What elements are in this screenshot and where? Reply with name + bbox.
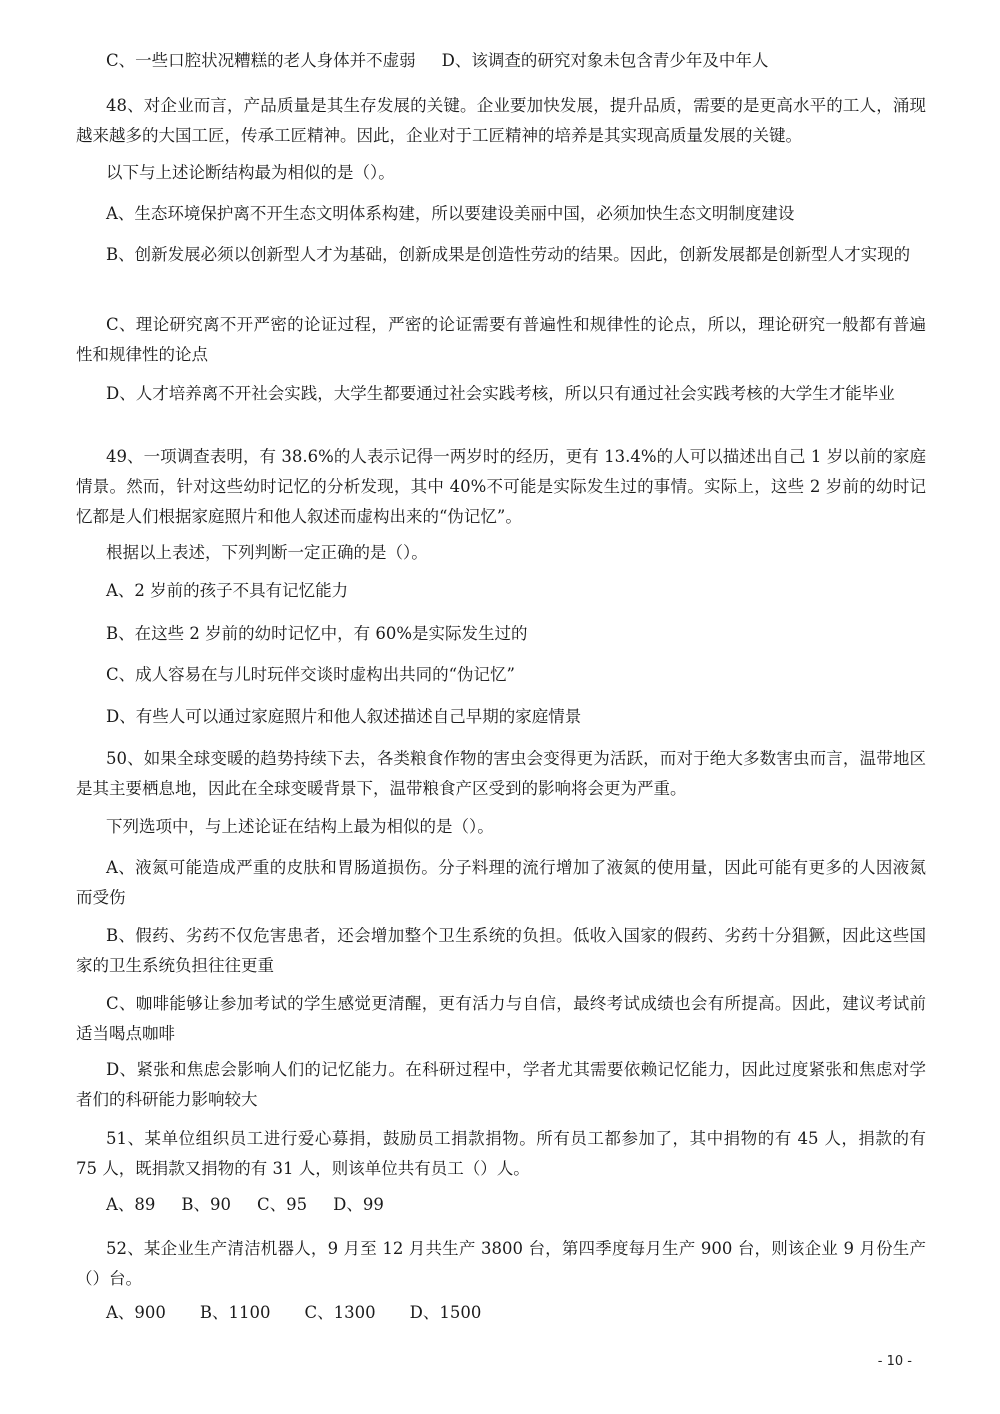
q51-option-b: B、90	[181, 1195, 232, 1214]
q48-option-c: C、理论研究离不开严密的论证过程，严密的论证需要有普遍性和规律性的论点，所以，理论研究一般都有普遍性和规律性的论点	[76, 315, 926, 364]
q48-stem: 48、对企业而言，产品质量是其生存发展的关键。企业要加快发展，提升品质，需要的是更高水平的工人，涌现越来越多的大国工匠，传承工匠精神。因此，企业对于工匠精神的培养是其实现高质量发展的关键。	[76, 96, 926, 145]
q50-option-d: D、紧张和焦虑会影响人们的记忆能力。在科研过程中，学者尤其需要依赖记忆能力，因此过度紧张和焦虑对学者们的科研能力影响较大	[76, 1060, 926, 1109]
page-number: - 10 -	[877, 1354, 912, 1369]
q48-question: 以下与上述论断结构最为相似的是（）。	[106, 163, 395, 182]
q49-option-a: A、2 岁前的孩子不具有记忆能力	[106, 581, 349, 600]
q48-option-d: D、人才培养离不开社会实践，大学生都要通过社会实践考核，所以只有通过社会实践考核的大学生才能毕业	[106, 384, 895, 403]
q52-option-b: B、1100	[199, 1303, 271, 1322]
q49-stem: 49、一项调查表明，有 38.6%的人表示记得一两岁时的经历，更有 13.4%的人可以描述出自己 1 岁以前的家庭情景。然而，针对这些幼时记忆的分析发现，其中 40%不可能是实际发生过的事情。实际上，这些 2 岁前的幼时记忆都是人们根据家庭照片和他人叙述而虚构出来的“伪记忆”。	[76, 447, 926, 526]
q49-option-b: B、在这些 2 岁前的幼时记忆中，有 60%是实际发生过的	[106, 624, 528, 643]
q52-option-d: D、1500	[409, 1303, 482, 1322]
q47-option-d: D、该调查的研究对象未包含青少年及中年人	[441, 51, 769, 70]
q50-option-a: A、液氮可能造成严重的皮肤和胃肠道损伤。分子料理的流行增加了液氮的使用量，因此可能有更多的人因液氮而受伤	[76, 858, 926, 907]
q52-options	[106, 1298, 481, 1328]
q51-option-d: D、99	[333, 1195, 384, 1214]
q51-option-a: A、89	[106, 1195, 156, 1214]
q52-stem: 52、某企业生产清洁机器人，9 月至 12 月共生产 3800 台，第四季度每月生产 900 台，则该企业 9 月份生产（）台。	[76, 1239, 926, 1288]
q47-option-c: C、一些口腔状况糟糕的老人身体并不虚弱	[106, 51, 416, 70]
q49-option-d: D、有些人可以通过家庭照片和他人叙述描述自己早期的家庭情景	[106, 707, 582, 726]
q47-options	[106, 46, 768, 76]
q49-question: 根据以上表述，下列判断一定正确的是（）。	[106, 543, 428, 562]
q49-option-c: C、成人容易在与儿时玩伴交谈时虚构出共同的“伪记忆”	[106, 665, 515, 684]
q48-option-a: A、生态环境保护离不开生态文明体系构建，所以要建设美丽中国，必须加快生态文明制度建设	[106, 204, 795, 223]
q51-stem: 51、某单位组织员工进行爱心募捐，鼓励员工捐款捐物。所有员工都参加了，其中捐物的有 45 人，捐款的有 75 人，既捐款又捐物的有 31 人，则该单位共有员工（）人。	[76, 1129, 926, 1178]
q51-option-c: C、95	[257, 1195, 308, 1214]
q50-option-b: B、假药、劣药不仅危害患者，还会增加整个卫生系统的负担。低收入国家的假药、劣药十分猖獗，因此这些国家的卫生系统负担往往更重	[76, 926, 926, 975]
q50-stem: 50、如果全球变暖的趋势持续下去，各类粮食作物的害虫会变得更为活跃，而对于绝大多数害虫而言，温带地区是其主要栖息地，因此在全球变暖背景下，温带粮食产区受到的影响将会更为严重。	[76, 749, 926, 798]
q52-option-a: A、900	[106, 1303, 166, 1322]
q50-question: 下列选项中，与上述论证在结构上最为相似的是（）。	[106, 817, 494, 836]
q52-option-c: C、1300	[304, 1303, 376, 1322]
q50-option-c: C、咖啡能够让参加考试的学生感觉更清醒，更有活力与自信，最终考试成绩也会有所提高。因此，建议考试前适当喝点咖啡	[76, 994, 926, 1043]
q51-options	[106, 1190, 384, 1220]
q48-option-b: B、创新发展必须以创新型人才为基础，创新成果是创造性劳动的结果。因此，创新发展都是创新型人才实现的	[106, 245, 911, 264]
